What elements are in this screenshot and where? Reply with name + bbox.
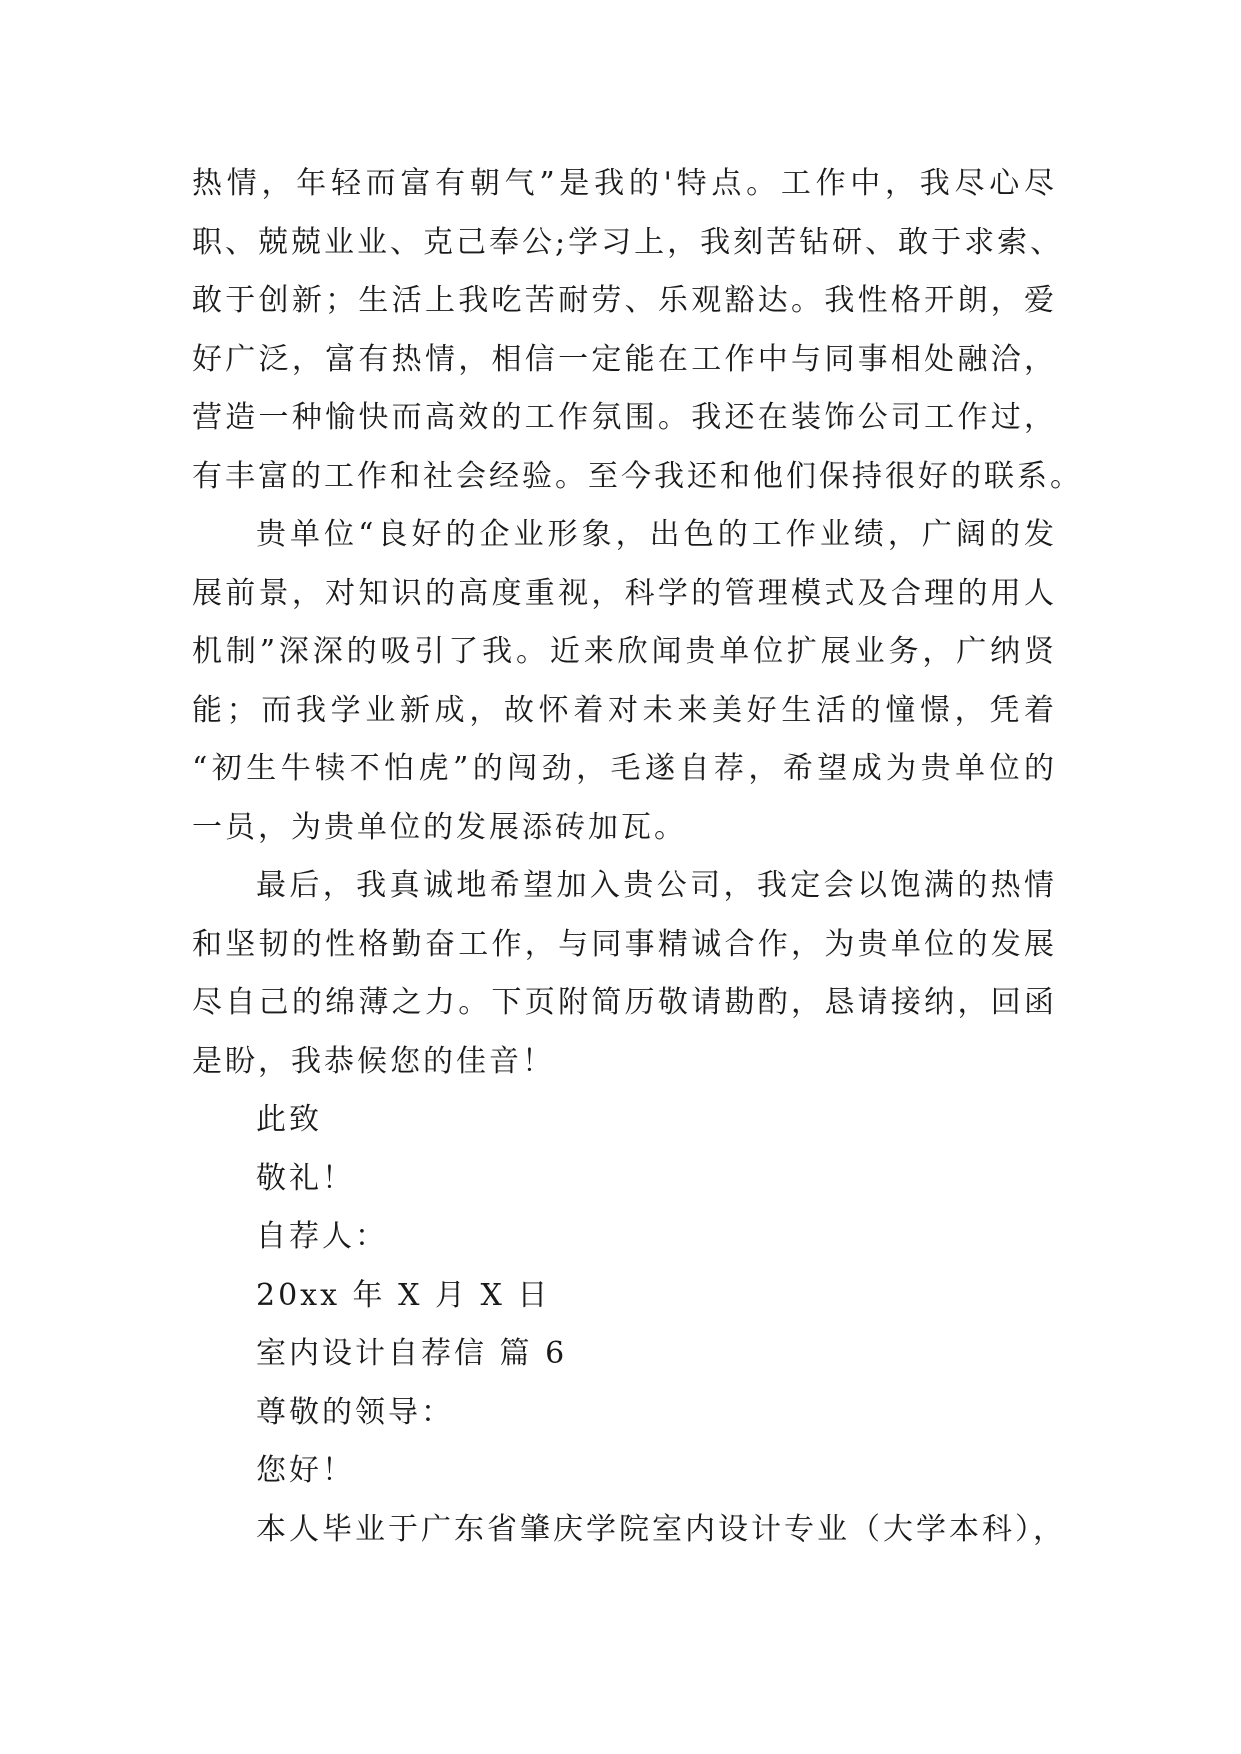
text-line: 是盼，我恭候您的佳音！ xyxy=(192,1043,555,1079)
text-line: 营造一种愉快而高效的工作氛围。我还在装饰公司工作过， xyxy=(192,400,1057,435)
text-line: 尽自己的绵薄之力。下页附简历敬请勘酌，恳请接纳，回函 xyxy=(192,985,1057,1020)
text-line: 敢于创新；生活上我吃苦耐劳、乐观豁达。我性格开朗，爱 xyxy=(192,283,1057,318)
text-line: 热情，年轻而富有朝气”是我的'特点。工作中，我尽心尽 xyxy=(192,166,1057,201)
text-line: 和坚韧的性格勤奋工作，与同事精诚合作，为贵单位的发展 xyxy=(192,926,1057,962)
text-line: 贵单位“良好的企业形象，出色的工作业绩，广阔的发 xyxy=(256,517,1057,552)
text-line: 好广泛，富有热情，相信一定能在工作中与同事相处融洽， xyxy=(192,341,1057,377)
text-line: 一员，为贵单位的发展添砖加瓦。 xyxy=(192,809,687,845)
text-line: 尊敬的领导： xyxy=(256,1394,454,1430)
text-line: “初生牛犊不怕虎”的闯劲，毛遂自荐，希望成为贵单位的 xyxy=(192,751,1057,786)
text-line: 此致 xyxy=(256,1102,322,1137)
text-line: 室内设计自荐信 篇 6 xyxy=(256,1336,568,1371)
text-line: 有丰富的工作和社会经验。至今我还和他们保持很好的联系。 xyxy=(192,458,1083,494)
text-line: 20xx 年 X 月 X 日 xyxy=(256,1277,551,1313)
text-line: 展前景，对知识的高度重视，科学的管理模式及合理的用人 xyxy=(192,575,1057,611)
text-line: 自荐人： xyxy=(256,1219,388,1254)
text-line: 机制”深深的吸引了我。近来欣闻贵单位扩展业务，广纳贤 xyxy=(192,634,1057,669)
text-line: 职、兢兢业业、克己奉公;学习上，我刻苦钻研、敢于求索、 xyxy=(192,224,1064,260)
text-line: 敬礼！ xyxy=(256,1160,355,1196)
text-line: 您好！ xyxy=(256,1453,355,1488)
text-line: 本人毕业于广东省肇庆学院室内设计专业（大学本科）， xyxy=(256,1511,1066,1547)
text-line: 能；而我学业新成，故怀着对未来美好生活的憧憬，凭着 xyxy=(192,692,1057,728)
document-body xyxy=(192,155,1083,1559)
text-line: 最后，我真诚地希望加入贵公司，我定会以饱满的热情 xyxy=(256,868,1057,903)
